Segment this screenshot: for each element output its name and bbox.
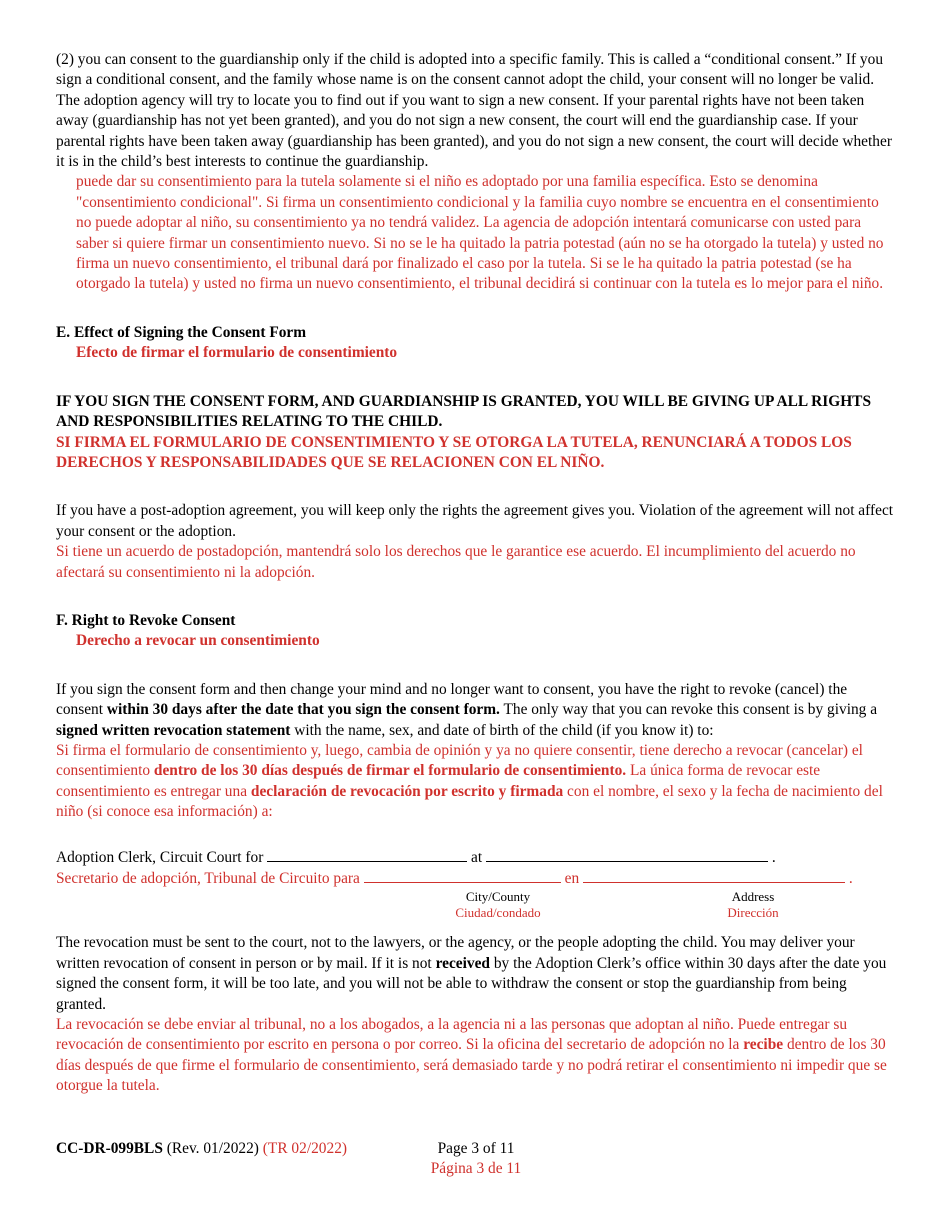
section-e-warning: [56, 392, 894, 474]
at-label: at: [471, 848, 483, 866]
delivery-es-received: recibe: [743, 1036, 784, 1054]
revoke-es-deadline: dentro de los 30 días después de firmar el formulario de consentimiento.: [153, 762, 627, 780]
address-field[interactable]: [486, 847, 768, 862]
clerk-address-form: [56, 847, 894, 926]
translation-date: (TR 02/2022): [262, 1140, 348, 1157]
revoke-es-statement: declaración de revocación por escrito y firmada: [250, 782, 564, 800]
clerk-label-spanish: Secretario de adopción, Tribunal de Circuito para: [56, 870, 360, 887]
section-f-title-spanish: Derecho a revocar un consentimiento: [76, 632, 320, 650]
post-adoption-block: [56, 501, 894, 583]
form-code: CC-DR-099BLS: [56, 1140, 163, 1157]
revoke-block: [56, 680, 894, 823]
section-e-title: E. Effect of Signing the Consent Form: [56, 323, 307, 341]
warning-english: IF YOU SIGN THE CONSENT FORM, AND GUARDIANSHIP IS GRANTED, YOU WILL BE GIVING UP ALL RIGHTS AND RESPONSIBILITIES RELATING TO THE CHILD.: [56, 392, 872, 431]
revoke-es-part: La única forma de revocar este consentimiento es entregar una: [56, 762, 821, 800]
section-f-title: F. Right to Revoke Consent: [56, 611, 236, 629]
form-id: [56, 1139, 347, 1159]
revoke-es-part: con el nombre, el sexo y la fecha de nacimiento del niño (si conoce esa información) a:: [56, 782, 883, 821]
intro-english: (2) you can consent to the guardianship only if the child is adopted into a specific family. This is called a “conditional consent.” If you sign a conditional consent, and the family whose name is on the consent cannot adopt the child, your consent will no longer be valid. The adoption agency will try to locate you to find out if you want to sign a new consent. If your parental rights have not been taken away (guardianship has not yet been granted), and you do not sign a new consent, the court will end the guardianship case. If your parental rights have been taken away (guardianship has been granted), and you do not sign a new consent, the court will decide whether it is in the child’s best interests to continue the guardianship.: [56, 51, 892, 171]
period-spanish: .: [848, 870, 853, 887]
revoke-spanish: [56, 741, 894, 823]
delivery-spanish: [56, 1015, 894, 1097]
city-county-label-english: City/County: [465, 889, 531, 905]
city-county-field-spanish[interactable]: [364, 868, 561, 883]
intro-block: [56, 50, 894, 295]
field-labels: [56, 889, 894, 925]
delivery-en-received: received: [435, 954, 490, 972]
page-number-spanish: Página 3 de 11: [430, 1160, 522, 1177]
address-label-spanish: Dirección: [727, 905, 779, 921]
section-e-title-spanish: Efecto de firmar el formulario de consentimiento: [76, 344, 398, 362]
delivery-en-part: The revocation must be sent to the court, not to the lawyers, or the agency, or the people adopting the child. You may deliver your written revocation of consent in person or by mail. If it is not: [56, 934, 855, 972]
page-number-english: Page 3 of 11: [437, 1140, 515, 1157]
delivery-english: [56, 933, 894, 1015]
post-adoption-spanish: Si tiene un acuerdo de postadopción, mantendrá solo los derechos que le garantice ese acuerdo. El incumplimiento del acuerdo no afectará su consentimiento ni la adopción.: [56, 543, 856, 581]
revision-date: (Rev. 01/2022): [166, 1140, 259, 1157]
revoke-en-part: The only way that you can revoke this consent is by giving a: [499, 701, 878, 719]
post-adoption-english: If you have a post-adoption agreement, you will keep only the rights the agreement gives you. Violation of the agreement will not affect your consent or the adoption.: [56, 502, 894, 540]
revoke-en-statement: signed written revocation statement: [56, 721, 291, 739]
revoke-english: [56, 680, 894, 741]
intro-spanish: puede dar su consentimiento para la tutela solamente si el niño es adoptado por una familia específica. Esto se denomina "consentimiento condicional". Si firma un consentimiento condicional y la familia cuyo nombre se encuentra en el consentimiento no puede adoptar al niño, su consentimiento ya no tendrá validez. La agencia de adopción intentará comunicarse con usted para saber si quiere firmar un consentimiento nuevo. Si no se le ha quitado la patria potestad (aún no se ha otorgado la tutela) y usted no firma un nuevo consentimiento, el tribunal dará por finalizado el caso por la tutela. Si se le ha quitado la patria potestad (se ha otorgado la tutela) y usted no firma un nuevo consentimiento, el tribunal decidirá si continuar con la tutela es lo mejor para el niño.: [76, 173, 884, 293]
revoke-en-deadline: within 30 days after the date that you sign the consent form.: [106, 701, 500, 719]
city-county-field[interactable]: [267, 847, 467, 862]
page-number: [411, 1139, 541, 1179]
city-county-label-spanish: Ciudad/condado: [455, 905, 541, 921]
section-e-heading: [56, 323, 894, 364]
address-label-english: Address: [731, 889, 775, 905]
revocation-delivery-block: [56, 933, 894, 1096]
clerk-row-english: [56, 847, 894, 868]
delivery-es-part: dentro de los 30 días después de que firme el formulario de consentimiento, será demasiado tarde y no podrá retirar el consentimiento ni impedir que se otorgue la tutela.: [56, 1036, 887, 1095]
period: .: [771, 848, 776, 866]
delivery-es-part: La revocación se debe enviar al tribunal, no a los abogados, a la agencia ni a las personas que adoptan al niño. Puede entregar su revocación de consentimiento por escrito en persona o por correo. Si la oficina del secretario de adopción no la: [56, 1016, 848, 1054]
at-label-spanish: en: [564, 870, 580, 887]
address-field-spanish[interactable]: [583, 868, 845, 883]
warning-spanish: SI FIRMA EL FORMULARIO DE CONSENTIMIENTO Y SE OTORGA LA TUTELA, RENUNCIARÁ A TODOS LOS DERECHOS Y RESPONSABILIDADES QUE SE RELACIONEN CON EL NIÑO.: [56, 433, 852, 471]
revoke-es-part: Si firma el formulario de consentimiento y, luego, cambia de opinión y ya no quiere consentir, tiene derecho a revocar (cancelar) el consentimiento: [56, 741, 863, 780]
clerk-label: Adoption Clerk, Circuit Court for: [56, 848, 264, 866]
section-f-heading: [56, 611, 894, 652]
address-label: [653, 889, 853, 921]
revoke-en-part: with the name, sex, and date of birth of the child (if you know it) to:: [290, 721, 714, 739]
revoke-en-part: If you sign the consent form and then change your mind and no longer want to consent, you have the right to revoke (cancel) the consent: [56, 680, 848, 719]
city-county-label: [398, 889, 598, 921]
document-body: [56, 50, 894, 1097]
delivery-en-part: by the Adoption Clerk’s office within 30 days after the date you signed the consent form, it will be too late, and you will not be able to withdraw the consent or stop the guardianship from being granted.: [56, 954, 887, 1013]
clerk-row-spanish: [56, 868, 894, 889]
